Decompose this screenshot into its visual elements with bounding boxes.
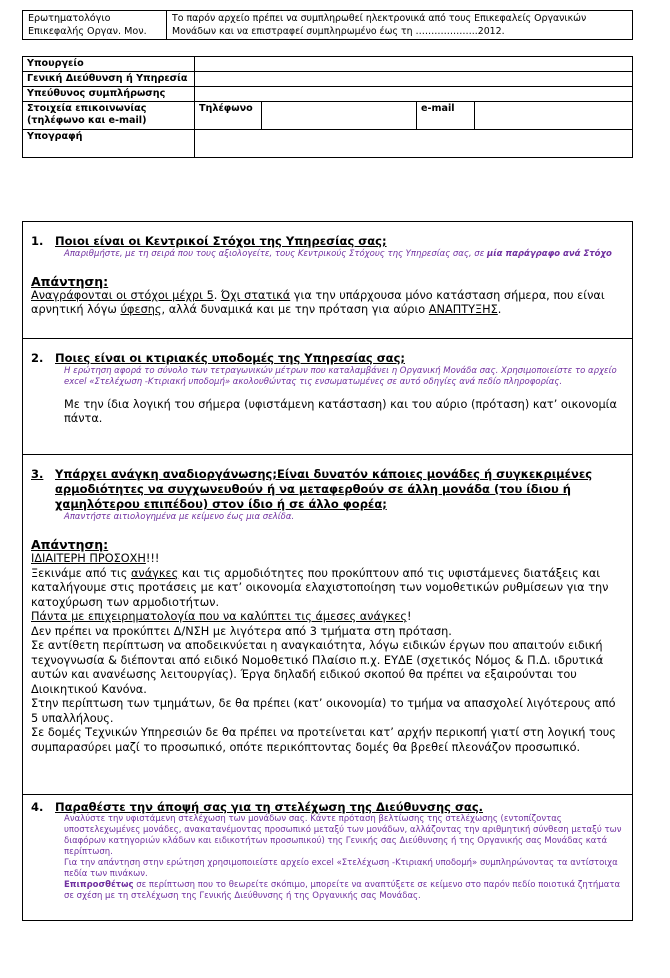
header-right-line2: Μονάδων και να επιστραφεί συμπληρωμένο έως τη ………………..2012.	[172, 26, 505, 37]
question-3-instructions: Απαντήστε αιτιολογημένα με κείμενο έως μια σελίδα.	[64, 512, 295, 522]
q4-instr-3-b: σε περίπτωση που το θεωρείτε σκόπιμο, μπορείτε να αναπτύξετε σε κείμενο στο παρόν πεδίο ποιοτικά ζητήματα σε σχέση με τη στελέχωση της Γενικής Διεύθυνσης ή της Οργανικής σας Μονάδας.	[64, 880, 621, 901]
q1-answer-part1: Αναγράφονται οι στόχοι μέχρι 5	[31, 289, 214, 302]
question-2-title-text: Ποιες είναι οι κτιριακές υποδομές της Υπηρεσίας σας;	[55, 351, 405, 365]
q4-instr-1: Αναλύστε την υφιστάμενη στελέχωση των μονάδων σας. Κάντε πρόταση βελτίωσης της στελέχωσης (εντοπίζοντας υποστελεχωμένες μονάδες, ανακατανέμοντας προσωπικό μεταξύ των μονάδων, αλλάζοντας την αριθμητική σύνθεση μεταξύ των διαφόρων κατηγοριών κλάδων και ειδικοτήτων προσωπικού) της Γενικής σας Διεύθυνσης ή της Οργανικής σας Μονάδας κατά περίπτωση.	[64, 814, 622, 857]
q3-para1-a: Ξεκινάμε από τις	[31, 566, 131, 580]
question-1-instructions	[64, 249, 624, 260]
question-2	[23, 339, 633, 455]
header-table	[22, 10, 633, 40]
header-left-line2: Επικεφαλής Οργαν. Μον.	[28, 26, 147, 37]
responsible-field[interactable]	[195, 87, 633, 102]
responsible-label: Υπεύθυνος συμπλήρωσης	[23, 87, 195, 102]
phone-field[interactable]	[262, 102, 417, 130]
question-3-answer	[31, 552, 624, 755]
q1-answer-part5: ύφεσης	[120, 303, 162, 316]
q3-attention-text: ΙΔΙΑΙΤΕΡΗ ΠΡΟΣΟΧΗ	[31, 552, 146, 565]
q3-paragraph-5: Στην περίπτωση των τμημάτων, δε θα πρέπει (κατ’ οικονομία) το τμήμα να απασχολεί λιγότερους από 5 υπαλλήλους.	[31, 697, 616, 725]
question-4-number: 4.	[31, 800, 44, 814]
q1-answer-part8: .	[497, 303, 502, 316]
q3-para2-end: !	[406, 610, 412, 623]
question-1-answer	[31, 289, 624, 317]
question-2-instructions: Η ερώτηση αφορά το σύνολο των τετραγωνικών μέτρων που καταλαμβάνει η Οργανική Μονάδα σας. Χρησιμοποιείστε το αρχείο excel «Στελέχωση -Κτιριακή υποδομή» ακολουθώντας τις ενσωματωμένες σε αυτό οδηγίες ανά πεδίο πληροφορίας.	[64, 366, 617, 387]
q1-answer-part7: ΑΝΑΠΤΥΞΗΣ	[428, 303, 498, 316]
phone-label: Τηλέφωνο	[195, 102, 262, 130]
question-1-number: 1.	[31, 234, 44, 248]
question-3-title	[31, 467, 624, 512]
email-field[interactable]	[475, 102, 633, 130]
q4-instr-3	[64, 880, 624, 902]
email-label: e-mail	[417, 102, 475, 130]
q3-paragraph-1	[31, 567, 624, 611]
q3-attention-marks: !!!	[145, 552, 160, 565]
question-3-title-text: Υπάρχει ανάγκη αναδιοργάνωσης;Είναι δυνατόν κάποιες μονάδες ή συγκεκριμένες αρμοδιότητες να συγχωνευθούν ή να μεταφερθούν σε άλλη μονάδα (του ίδιου ή χαμηλότερου επιπέδου) στον ίδιο ή σε άλλο φορέα;	[55, 467, 593, 511]
q1-answer-part6: , αλλά δυναμικά και με την πρόταση για αύριο	[161, 303, 429, 316]
question-4-title-text: Παραθέστε την άποψή σας για τη στελέχωση της Διεύθυνσης σας.	[55, 800, 484, 814]
q4-instr-3-a: Επιπροσθέτως	[64, 880, 134, 890]
question-1-instr-a: Απαριθμήστε, με τη σειρά που τους αξιολογείτε, τους Κεντρικούς Στόχους της Υπηρεσίας σας, σε	[64, 249, 487, 259]
question-1-instr-b: μία παράγραφο ανά Στόχο	[487, 249, 612, 259]
question-3-number: 3.	[31, 467, 44, 481]
info-table	[22, 56, 633, 158]
q3-para2-text: Πάντα με επιχειρηματολογία που να καλύπτει τις άμεσες ανάγκες	[31, 610, 407, 623]
q3-paragraph-2	[31, 610, 624, 625]
q3-attention	[31, 552, 624, 567]
question-1	[23, 222, 633, 339]
question-4-instructions	[64, 814, 624, 902]
question-2-number: 2.	[31, 351, 44, 365]
signature-field[interactable]	[195, 130, 633, 158]
q1-answer-part2: .	[213, 289, 221, 302]
contact-label-line2: (τηλέφωνο και e-mail)	[27, 115, 147, 126]
question-3	[23, 455, 633, 795]
question-1-answer-label: Απάντηση:	[31, 274, 109, 289]
q1-answer-part4: για την υπάρχουσα μόνο κατάσταση σήμερα, που είναι αρνητική λόγω	[31, 289, 605, 316]
header-left-line1: Ερωτηματολόγιο	[28, 13, 111, 24]
header-right-cell	[167, 11, 633, 40]
general-directorate-label: Γενική Διεύθυνση ή Υπηρεσία	[23, 72, 195, 87]
q3-paragraph-3: Δεν πρέπει να προκύπτει Δ/ΝΣΗ με λιγότερα από 3 τμήματα στη πρόταση.	[31, 624, 452, 638]
q3-paragraph-4: Σε αντίθετη περίπτωση να αποδεικνύεται η αναγκαιότητα, λόγω ειδικών έργων που απαιτούν ειδική τεχνογνωσία & διέπονται από ειδικό Νομοθετικό Πλαίσιο π.χ. ΕΥΔΕ (σχετικός Νόμος & Π.Δ. ιδρυτικά αυτών και ανανέωσης λειτουργίας). Έργα δηλαδή ειδικού σκοπού θα πρέπει να εξαιρούνται του Διοικητικού Κανόνα.	[31, 639, 604, 696]
ministry-field[interactable]	[195, 57, 633, 72]
ministry-label: Υπουργείο	[23, 57, 195, 72]
q3-para1-b: ανάγκες	[130, 566, 179, 580]
q3-paragraph-6: Σε δομές Τεχνικών Υπηρεσιών δε θα πρέπει να προτείνεται κατ’ αρχήν περικοπή γιατί στη λογική τους συμπαρασύρει μαζί το προσωπικό, οπότε περικόπτοντας δομές θα βρεθεί πλεονάζον προσωπικό.	[31, 726, 616, 754]
question-1-title	[31, 234, 624, 248]
question-3-answer-label: Απάντηση:	[31, 537, 109, 552]
signature-label: Υπογραφή	[23, 130, 195, 158]
q3-para1-c: και τις αρμοδιότητες που προκύπτουν από τις υφιστάμενες διατάξεις και καταλήγουμε στις προτάσεις με κατ’ οικονομία ελαχιστοποίηση των νομοθετικών ρυθμίσεων για την κατοχύρωση των αρμοδιοτήτων.	[31, 566, 609, 609]
question-2-answer: Με την ίδια λογική του σήμερα (υφιστάμενη κατάσταση) και του αύριο (πρόταση) κατ’ οικονομία πάντα.	[64, 398, 617, 425]
general-directorate-field[interactable]	[195, 72, 633, 87]
q4-instr-2: Για την απάντηση στην ερώτηση χρησιμοποιείστε αρχείο excel «Στελέχωση -Κτιριακή υποδομή» συμπληρώνοντας τα αντίστοιχα πεδία των πινάκων.	[64, 858, 618, 879]
header-left-cell	[23, 11, 167, 40]
questions-table	[22, 221, 633, 921]
contact-label	[23, 102, 195, 130]
header-right-line1: Το παρόν αρχείο πρέπει να συμπληρωθεί ηλεκτρονικά από τους Επικεφαλείς Οργανικών	[172, 13, 587, 24]
contact-label-line1: Στοιχεία επικοινωνίας	[27, 103, 147, 114]
q1-answer-part3: Όχι στατικά	[220, 289, 291, 302]
question-2-title	[31, 351, 624, 365]
question-1-title-text: Ποιοι είναι οι Κεντρικοί Στόχοι της Υπηρεσίας σας;	[55, 234, 387, 248]
question-4-title	[31, 800, 624, 814]
question-4	[23, 795, 633, 921]
